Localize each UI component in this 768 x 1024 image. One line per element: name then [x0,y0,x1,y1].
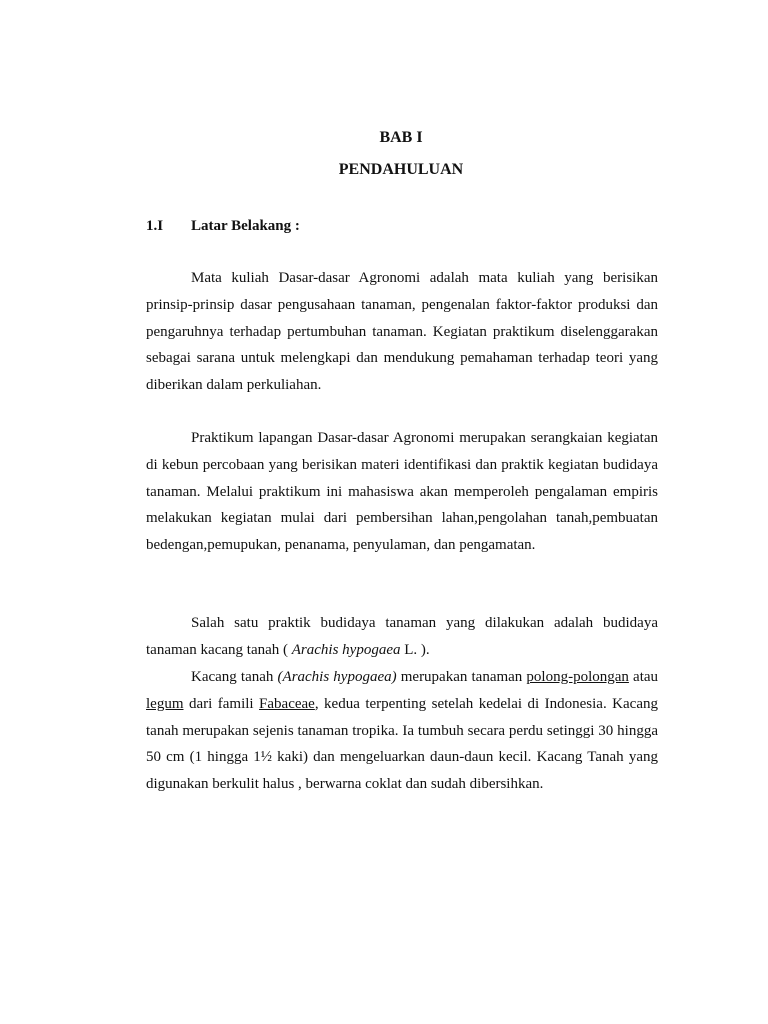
paragraph-2: Praktikum lapangan Dasar-dasar Agronomi merupakan serangkaian kegiatan di kebun percobaan yang berisikan materi identifikasi dan praktik kegiatan budidaya tanaman. Melalui praktikum ini mahasiswa akan memperoleh pengalaman empiris melakukan kegiatan mulai dari pembersihan lahan,pengolahan tanah,pembuatan bedengan,pemupukan, penanama, penyulaman, dan pengamatan. [146,430,658,554]
paragraph-4-part-4: dari famili [183,695,260,712]
paragraph-4-part-5: , kedua terpenting setelah kedelai di Indonesia. Kacang tanah merupakan sejenis tanaman tropika. Ia tumbuh secara perdu setinggi 30 hingga 50 cm (1 hingga 1½ kaki) dan mengeluarkan daun-daun kecil. Kacang Tanah yang digunakan berkulit halus , berwarna coklat dan sudah dibersihkan. [146,695,658,793]
paragraph-1: Mata kuliah Dasar-dasar Agronomi adalah mata kuliah yang berisikan prinsip-prinsip dasar pengusahaan tanaman, pengenalan faktor-faktor produksi dan pengaruhnya terhadap pertumbuhan tanaman. Kegiatan praktikum diselenggarakan sebagai sarana untuk melengkapi dan mendukung pemahaman terhadap teori yang diberikan dalam perkuliahan. [146,270,658,394]
chapter-number: BAB I [379,129,423,146]
section-title: Latar Belakang : [191,218,300,234]
paragraph-3-text-before: Salah satu praktik budidaya tanaman yang dilakukan adalah budidaya tanaman kacang tanah ( [146,615,658,658]
paragraph-4-part-1: Kacang tanah [191,669,278,685]
species-name-parenthetical: (Arachis hypogaea) [277,669,397,685]
section-number: 1.I [146,218,164,234]
chapter-title: PENDAHULUAN [338,161,464,178]
link-legum[interactable]: legum [146,695,184,712]
section-heading [146,218,300,235]
paragraph-3-text-after: L. ). [400,641,430,658]
paragraph-4-part-2: merupakan tanaman [396,669,527,685]
paragraph-4 [146,664,658,798]
paragraph-3 [146,610,658,664]
species-name-italic: Arachis hypogaea [291,641,401,658]
link-polong-polongan[interactable]: polong-polongan [526,669,629,685]
paragraph-4-part-3: atau [628,669,659,685]
link-fabaceae[interactable]: Fabaceae [259,695,315,712]
